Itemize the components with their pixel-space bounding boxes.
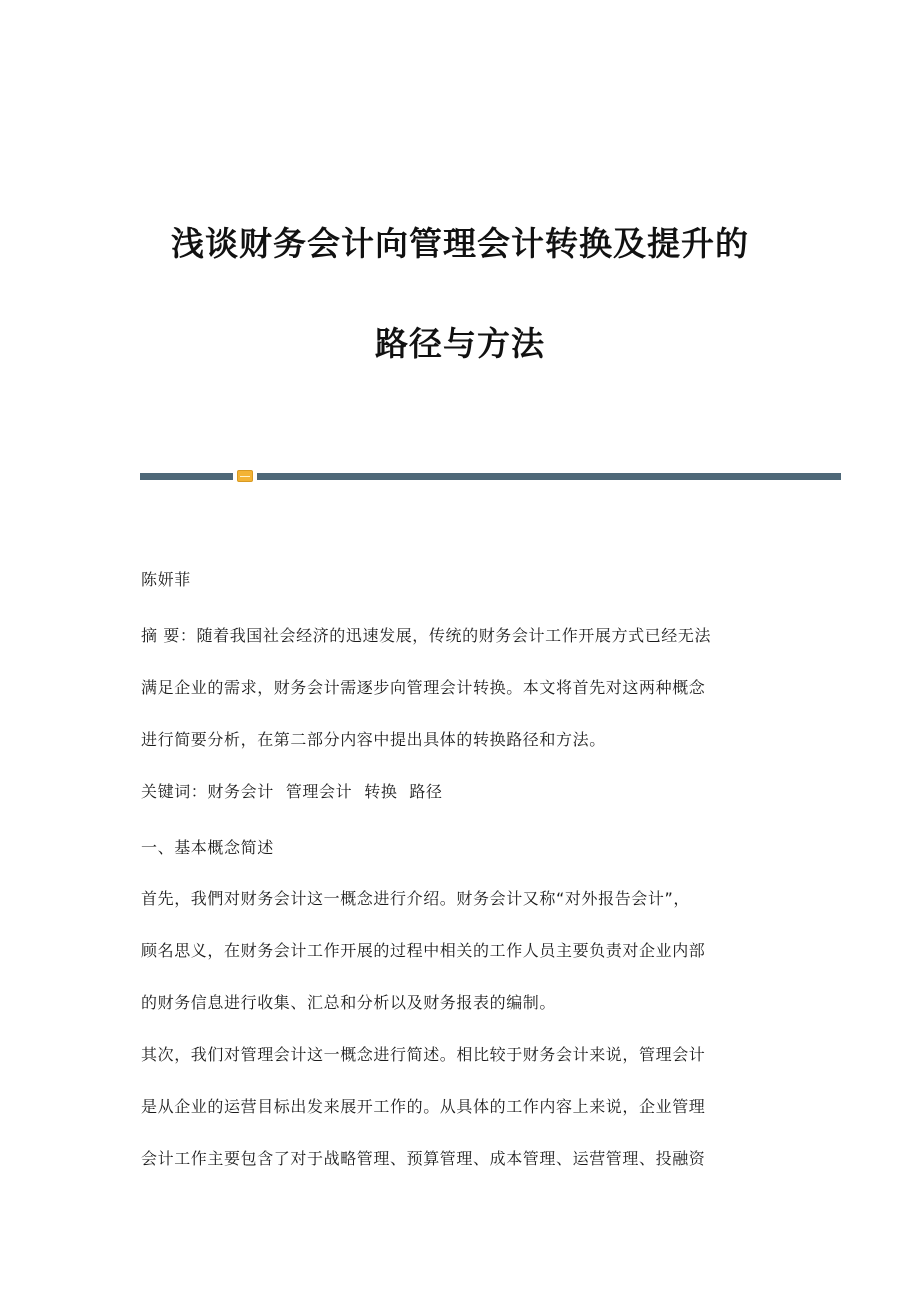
author-name: 陈妍菲 (141, 570, 191, 589)
document-title-line-2: 路径与方法 (375, 324, 545, 363)
keyword: 财务会计 (207, 782, 274, 801)
envelope-icon (237, 470, 253, 482)
section-heading: 一、基本概念简述 (141, 838, 274, 857)
paragraph-1-line-3: 的财务信息进行收集、汇总和分析以及财务报表的编制。 (141, 993, 557, 1012)
paragraph-1-line-1: 首先，我們对财务会计这一概念进行介绍。财务会计又称“对外报告会计”， (141, 889, 690, 908)
paragraph-2-line-2: 是从企业的运营目标出发来展开工作的。从具体的工作内容上来说，企业管理 (141, 1097, 706, 1116)
title-divider (140, 470, 841, 482)
keyword: 路径 (409, 782, 443, 801)
abstract-text: 随着我国社会经济的迅速发展，传统的财务会计工作开展方式已经无法 (196, 626, 712, 645)
keywords-line (141, 766, 443, 818)
keyword: 管理会计 (285, 782, 353, 801)
document-title-line-1: 浅谈财务会计向管理会计转换及提升的 (171, 224, 749, 263)
abstract-label: 摘 要： (141, 626, 197, 645)
paragraph-1-line-2: 顾名思义，在财务会计工作开展的过程中相关的工作人员主要负责对企业内部 (141, 941, 706, 960)
paragraph-2-line-1: 其次，我们对管理会计这一概念进行简述。相比较于财务会计来说，管理会计 (141, 1045, 706, 1064)
abstract-line-2: 满足企业的需求，财务会计需逐步向管理会计转换。本文将首先对这两种概念 (141, 678, 706, 697)
keywords-label: 关键词： (141, 782, 208, 801)
paragraph-2-line-3: 会计工作主要包含了对于战略管理、预算管理、成本管理、运营管理、投融资 (141, 1149, 706, 1168)
divider-bar-right (257, 473, 841, 480)
abstract-line-1 (141, 610, 711, 662)
abstract-line-3: 进行简要分析，在第二部分内容中提出具体的转换路径和方法。 (141, 730, 606, 749)
divider-bar-left (140, 473, 233, 480)
keyword: 转换 (364, 782, 398, 801)
